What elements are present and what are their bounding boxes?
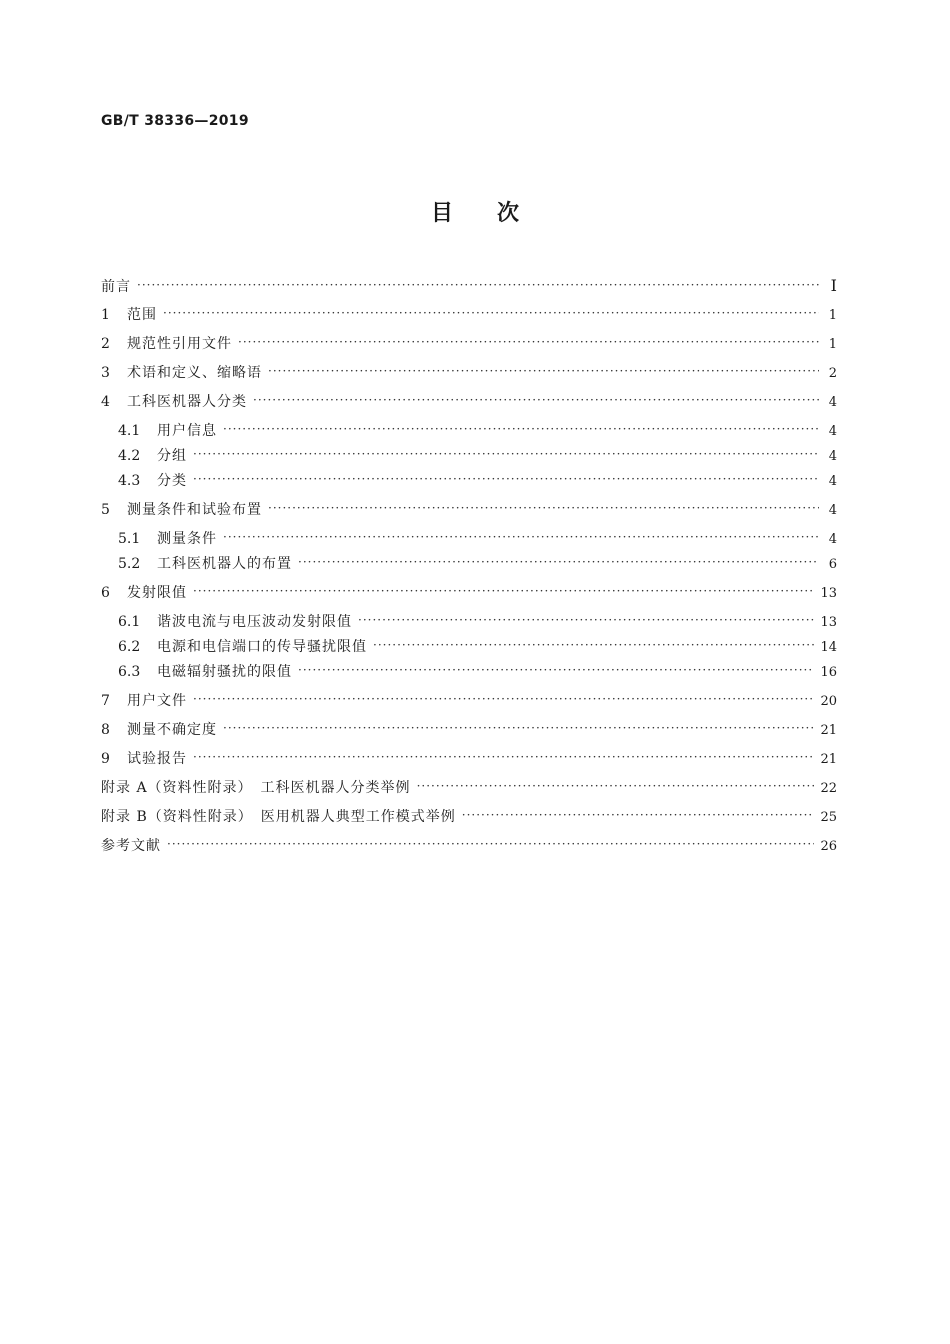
- toc-entry-5[interactable]: [101, 500, 837, 520]
- toc-page: 20: [820, 694, 837, 709]
- toc-page: 22: [820, 781, 837, 796]
- toc-label: 测量条件和试验布置: [127, 502, 262, 518]
- toc-label: 电源和电信端口的传导骚扰限值: [157, 639, 367, 655]
- toc-entry-5-2[interactable]: [118, 554, 837, 574]
- toc-number: 6.3: [118, 664, 141, 680]
- toc-number: 4: [101, 394, 110, 410]
- toc-label: 用户文件: [127, 693, 187, 709]
- toc-entry-7[interactable]: [101, 691, 837, 711]
- toc-number: 9: [101, 751, 110, 767]
- toc-label: 范围: [127, 307, 157, 323]
- toc-label: 谐波电流与电压波动发射限值: [157, 614, 352, 630]
- toc-leader: [193, 581, 814, 601]
- toc-leader: [193, 469, 819, 489]
- toc-entry-2[interactable]: [101, 334, 837, 354]
- toc-label: 分组: [157, 448, 187, 464]
- toc-entry-6[interactable]: [101, 583, 837, 603]
- toc-page: 6: [828, 557, 837, 572]
- toc-leader: [137, 275, 819, 295]
- toc-label: 试验报告: [127, 751, 187, 767]
- toc-entry-6-3[interactable]: [118, 662, 837, 682]
- toc-leader: [417, 776, 815, 796]
- toc-leader: [268, 498, 819, 518]
- toc-number: 6.1: [118, 614, 141, 630]
- toc-label: 测量不确定度: [127, 722, 217, 738]
- toc-entry-references[interactable]: [101, 836, 837, 856]
- toc-entry-6-1[interactable]: [118, 612, 837, 632]
- toc-number: 6.2: [118, 639, 141, 655]
- toc-page: 13: [820, 586, 837, 601]
- toc-entry-1[interactable]: [101, 305, 837, 325]
- toc-label: 用户信息: [157, 423, 217, 439]
- toc-leader: [223, 419, 819, 439]
- toc-page: 14: [820, 640, 837, 655]
- toc-label: 参考文献: [101, 838, 161, 854]
- toc-entry-appendix-b[interactable]: [101, 807, 837, 827]
- toc-page: 4: [828, 395, 837, 410]
- toc-page: 4: [828, 449, 837, 464]
- toc-number: 3: [101, 365, 110, 381]
- toc-leader: [167, 834, 814, 854]
- toc-number: 5: [101, 502, 110, 518]
- toc-label: 电磁辐射骚扰的限值: [157, 664, 292, 680]
- toc-entry-4-2[interactable]: [118, 446, 837, 466]
- toc-leader: [358, 610, 814, 630]
- toc-page: 2: [828, 366, 837, 381]
- toc-page: 26: [820, 839, 837, 854]
- toc-page: 16: [820, 665, 837, 680]
- toc-number: 8: [101, 722, 110, 738]
- toc-entry-4[interactable]: [101, 392, 837, 412]
- toc-entry-appendix-a[interactable]: [101, 778, 837, 798]
- toc-page: 1: [828, 308, 837, 323]
- toc-label: 工科医机器人分类: [127, 394, 247, 410]
- toc-entry-8[interactable]: [101, 720, 837, 740]
- toc-entry-3[interactable]: [101, 363, 837, 383]
- toc-leader: [253, 390, 819, 410]
- toc-leader: [268, 361, 819, 381]
- toc-leader: [298, 660, 814, 680]
- toc-page: 4: [828, 503, 837, 518]
- toc-entry-6-2[interactable]: [118, 637, 837, 657]
- toc-leader: [373, 635, 814, 655]
- toc-label: 工科医机器人的布置: [157, 556, 292, 572]
- toc-page: 1: [828, 337, 837, 352]
- toc-label: 测量条件: [157, 531, 217, 547]
- toc-page: 13: [820, 615, 837, 630]
- toc-number: 6: [101, 585, 110, 601]
- toc-leader: [193, 689, 814, 709]
- toc-label: 术语和定义、缩略语: [127, 365, 262, 381]
- toc-number: 4.2: [118, 448, 141, 464]
- toc-leader: [223, 527, 819, 547]
- toc-entry-4-3[interactable]: [118, 471, 837, 491]
- toc-label: 分类: [157, 473, 187, 489]
- toc-entry-9[interactable]: [101, 749, 837, 769]
- toc-leader: [163, 303, 819, 323]
- toc-entry-preface[interactable]: [101, 276, 837, 296]
- toc-leader: [193, 747, 814, 767]
- toc-number: 5.2: [118, 556, 141, 572]
- standard-code: GB/T 38336—2019: [101, 113, 249, 129]
- page-title: 目次: [430, 201, 563, 226]
- toc-page: 4: [828, 474, 837, 489]
- toc-number: 5.1: [118, 531, 141, 547]
- toc-page: 4: [828, 532, 837, 547]
- toc-entry-5-1[interactable]: [118, 529, 837, 549]
- toc-leader: [238, 332, 819, 352]
- toc-label: 发射限值: [127, 585, 187, 601]
- toc-number: 7: [101, 693, 110, 709]
- toc-page: 4: [828, 424, 837, 439]
- toc-number: 2: [101, 336, 110, 352]
- toc-page: 21: [820, 752, 837, 767]
- toc-number: 4.1: [118, 423, 141, 439]
- toc-leader: [298, 552, 819, 572]
- toc-leader: [462, 805, 815, 825]
- toc-page: 25: [820, 810, 837, 825]
- toc-label: 前言: [101, 279, 131, 295]
- toc-page: 21: [820, 723, 837, 738]
- toc-page: Ⅰ: [830, 276, 837, 295]
- toc-label: 附录 A（资料性附录） 工科医机器人分类举例: [101, 780, 411, 796]
- toc-label: 附录 B（资料性附录） 医用机器人典型工作模式举例: [101, 809, 456, 825]
- toc-entry-4-1[interactable]: [118, 421, 837, 441]
- toc-number: 1: [101, 307, 110, 323]
- toc-label: 规范性引用文件: [127, 336, 232, 352]
- toc-leader: [193, 444, 819, 464]
- toc-number: 4.3: [118, 473, 141, 489]
- toc-leader: [223, 718, 814, 738]
